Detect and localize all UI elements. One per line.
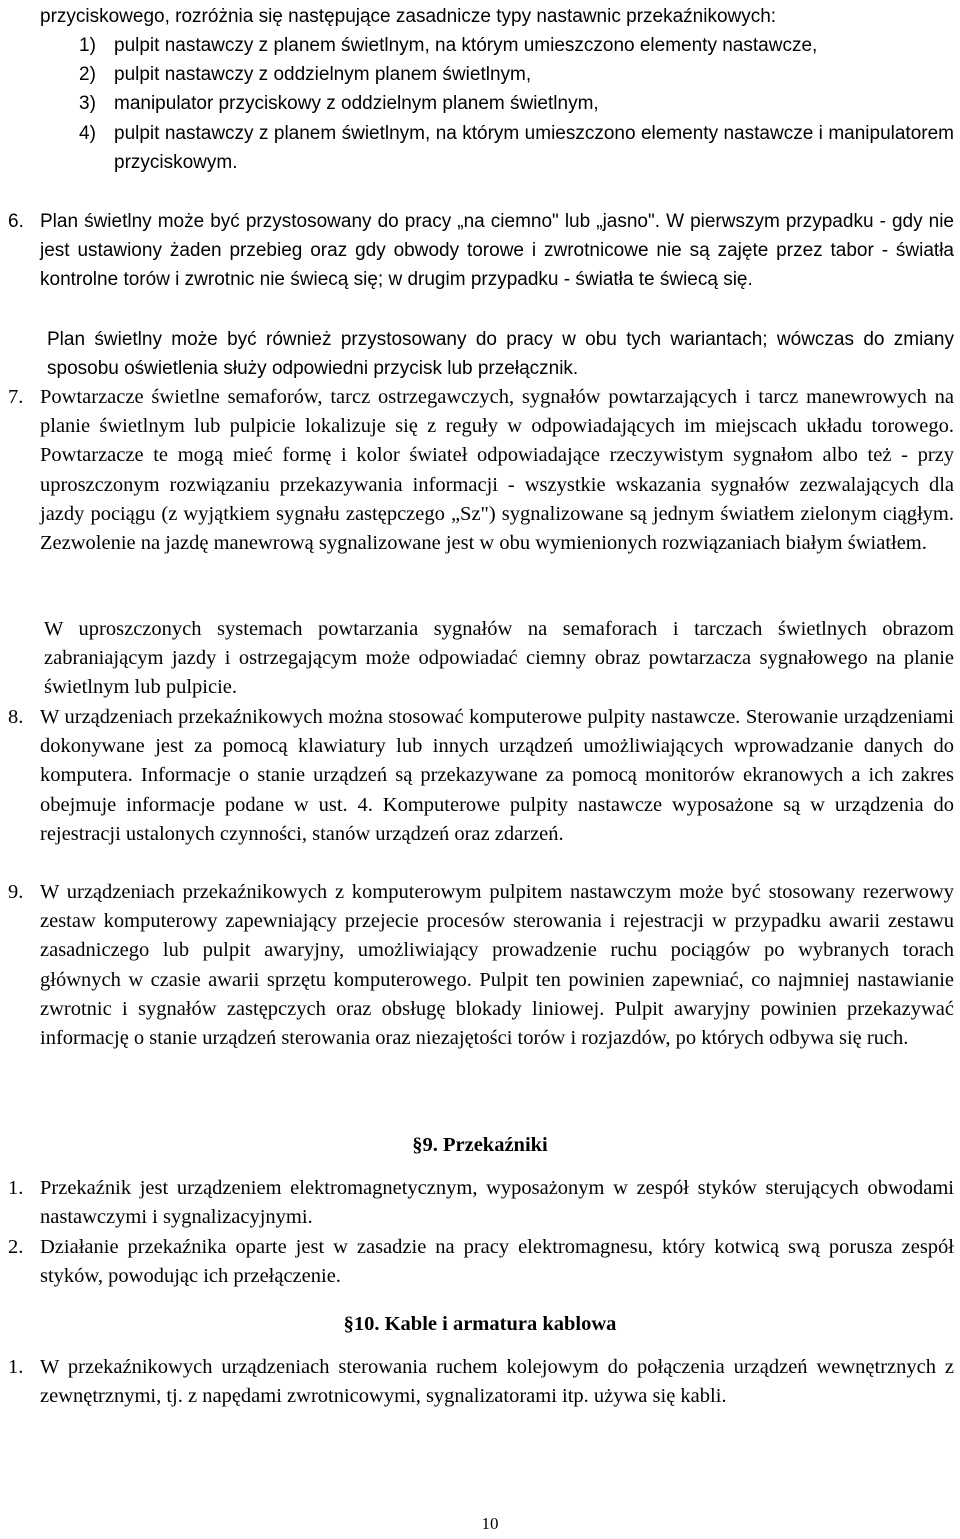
list-item-number: 3) <box>79 93 96 115</box>
paragraph-number: 9. <box>8 881 24 903</box>
section-heading-10: §10. Kable i armatura kablowa <box>343 1313 617 1335</box>
paragraph-number: 7. <box>8 386 24 408</box>
paragraph-9 <box>0 878 960 1053</box>
list-item-number: 1) <box>79 35 96 56</box>
paragraph-text: Plan świetlny może być przystosowany do pracy „na ciemno" lub „jasno". W pierwszym przypadku - gdy nie jest ustawiony żaden przebieg oraz gdy obwody torowe i zwrotnicowe nie są zajęte przez tabor - światła kontrolne torów i zwrotnic nie świecą się; w drugim przypadku - światła te świecą się. <box>40 211 954 291</box>
list-item-text: pulpit nastawczy z planem świetlnym, na którym umieszczono elementy nastawcze i manipulatorem przyciskowym. <box>114 122 954 173</box>
paragraph-text: Przekaźnik jest urządzeniem elektromagnetycznym, wyposażonym w zespół styków sterujących obwodami nastawczymi i sygnalizacyjnymi. <box>40 1177 954 1229</box>
list-item-text: pulpit nastawczy z planem świetlnym, na którym umieszczono elementy nastawcze, <box>114 35 818 56</box>
list-item-text: manipulator przyciskowy z oddzielnym planem świetlnym, <box>114 93 599 115</box>
list-item-text: pulpit nastawczy z oddzielnym planem świetlnym, <box>114 64 532 86</box>
paragraph-text: W przekaźnikowych urządzeniach sterowania ruchem kolejowym do połączenia urządzeń wewnętrznych z zewnętrznymi, tj. z napędami zwrotnicowymi, sygnalizatorami itp. używa się kabli. <box>40 1356 954 1408</box>
list-item-number: 4) <box>79 122 96 144</box>
section-10-item-1 <box>0 1353 960 1411</box>
paragraph-6 <box>0 207 960 295</box>
paragraph-text: W urządzeniach przekaźnikowych można stosować komputerowe pulpity nastawcze. Sterowanie urządzeniami dokonywane jest za pomocą klawiatury lub innych urządzeń umożliwiających wprowadzanie danych do komputera. Informacje o stanie urządzeń są przekazywane za pomocą monitorów ekranowych a ich zakres obejmuje informacje podane w ust. 4. Komputerowe pulpity nastawcze wyposażone są w urządzenia do rejestracji ustalonych czynności, stanów urządzeń oraz zdarzeń. <box>40 706 954 845</box>
paragraph-7-continuation: W uproszczonych systemach powtarzania sygnałów na semaforach i tarczach świetlnych obrazom zabraniającym jazdy i ostrzegającym może odpowiadać ciemny obraz powtarzacza sygnałowego na planie świetlnym lub pulpicie. <box>44 618 954 699</box>
paragraph-number: 2. <box>8 1236 24 1258</box>
paragraph-text: Powtarzacze świetlne semaforów, tarcz ostrzegawczych, sygnałów powtarzających i tarcz manewrowych na planie świetlnym lub pulpicie lokalizuje się z reguły w odpowiadających im miejscach układu torowego. Powtarzacze te mogą mieć formę i kolor świateł odpowiadające rzeczywistym sygnałom albo też - przy uproszczonym rozwiązaniu przekazywania informacji - wszystkie wskazania sygnałów zezwalających dla jazdy pociągu (z wyjątkiem sygnału zastępczego „Sz") sygnalizowane są jednym światłem zielonym ciągłym. Zezwolenie na jazdę manewrową sygnalizowane jest w obu wymienionych rozwiązaniach białym światłem. <box>40 386 954 555</box>
section-heading-9: §9. Przekaźniki <box>412 1134 548 1156</box>
paragraph-number: 8. <box>8 706 24 728</box>
page-number: 10 <box>481 1514 499 1533</box>
list-item <box>0 89 960 118</box>
list-item <box>0 60 960 89</box>
intro-line: przyciskowego, rozróżnia się następujące zasadnicze typy nastawnic przekaźnikowych: <box>40 6 777 27</box>
paragraph-number: 6. <box>8 211 24 232</box>
type-list <box>0 31 960 177</box>
section-9-item-1 <box>0 1174 960 1232</box>
paragraph-6-continuation: Plan świetlny może być również przystosowany do pracy w obu tych wariantach; wówczas do zmiany sposobu oświetlenia służy odpowiedni przycisk lub przełącznik. <box>47 329 954 380</box>
paragraph-text: Działanie przekaźnika oparte jest w zasadzie na pracy elektromagnesu, który kotwicą swą porusza zespół styków, powodując ich przełączenie. <box>40 1236 954 1288</box>
section-9-item-2 <box>0 1233 960 1291</box>
paragraph-7 <box>0 383 960 558</box>
paragraph-8 <box>0 703 960 849</box>
list-item <box>0 31 960 60</box>
paragraph-number: 1. <box>8 1356 24 1378</box>
paragraph-number: 1. <box>8 1177 24 1199</box>
paragraph-text: W urządzeniach przekaźnikowych z komputerowym pulpitem nastawczym może być stosowany rezerwowy zestaw komputerowy zapewniający przejecie procesów sterowania i rejestracji w przypadku awarii zestawu zasadniczego lub pulpit awaryjny, umożliwiający prowadzenie ruchu pociągów po wybranych torach głównych w czasie awarii sprzętu komputerowego. Pulpit ten powinien zapewniać, co najmniej nastawianie zwrotnic i sygnałów zastępczych oraz obsługę blokady liniowej. Pulpit awaryjny powinien przekazywać informację o stanie urządzeń sterowania oraz niezajętości torów i rozjazdów, po których odbywa się ruch. <box>40 881 954 1050</box>
list-item-number: 2) <box>79 64 96 86</box>
list-item <box>0 119 960 177</box>
